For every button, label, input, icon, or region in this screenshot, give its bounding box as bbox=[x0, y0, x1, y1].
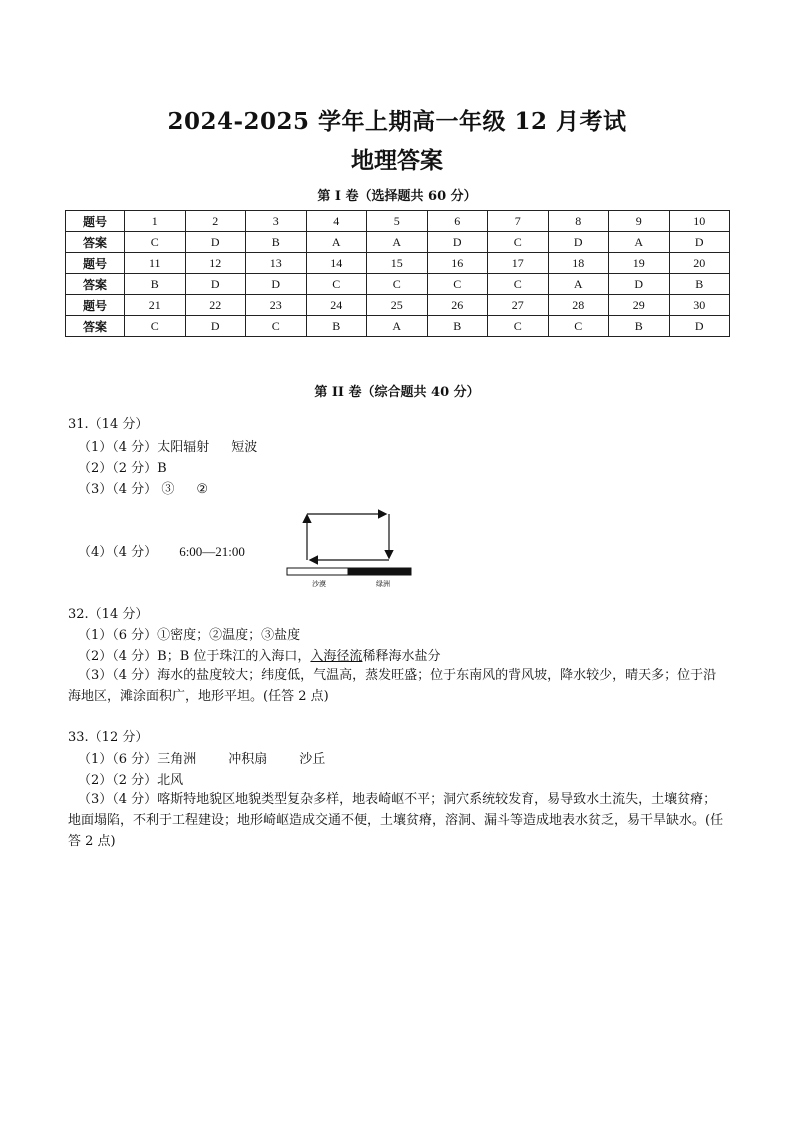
q32-sub2-tail: 稀释海水盐分 bbox=[362, 649, 441, 664]
question-number-cell: 19 bbox=[609, 253, 670, 274]
q33-sub1-label: （1）（6 分） bbox=[78, 752, 158, 767]
question-number-cell: 13 bbox=[246, 253, 307, 274]
question-number-cell: 4 bbox=[306, 211, 367, 232]
answer-cell: B bbox=[125, 274, 186, 295]
question-number-cell: 3 bbox=[246, 211, 307, 232]
question-number-cell: 22 bbox=[185, 295, 246, 316]
q33-sub1-answer-c: 沙丘 bbox=[299, 752, 326, 767]
question-number-cell: 28 bbox=[548, 295, 609, 316]
question-number-cell: 18 bbox=[548, 253, 609, 274]
q31-title: 31.（14 分） bbox=[68, 417, 149, 432]
question-number-cell: 5 bbox=[367, 211, 428, 232]
answer-cell: C bbox=[306, 274, 367, 295]
question-number-cell: 2 bbox=[185, 211, 246, 232]
answer-cell: D bbox=[246, 274, 307, 295]
q32-sub1: （1）（6 分）①密度；②温度；③盐度 bbox=[78, 628, 301, 643]
answer-cell: C bbox=[125, 316, 186, 337]
question-row-label: 题号 bbox=[66, 253, 125, 274]
question-number-cell: 17 bbox=[488, 253, 549, 274]
question-number-cell: 11 bbox=[125, 253, 186, 274]
question-number-cell: 16 bbox=[427, 253, 488, 274]
answer-cell: D bbox=[669, 316, 730, 337]
question-number-cell: 1 bbox=[125, 211, 186, 232]
question-number-cell: 8 bbox=[548, 211, 609, 232]
q33-title: 33.（12 分） bbox=[68, 730, 149, 745]
answer-row-label: 答案 bbox=[66, 316, 125, 337]
q32-sub2 bbox=[78, 645, 440, 664]
part2-heading: 第 II 卷（综合题共 40 分） bbox=[314, 385, 480, 400]
answer-cell: A bbox=[367, 316, 428, 337]
answer-cell: B bbox=[427, 316, 488, 337]
question-number-cell: 9 bbox=[609, 211, 670, 232]
question-number-cell: 29 bbox=[609, 295, 670, 316]
answer-cell: C bbox=[488, 274, 549, 295]
q31-sub4-label: （4）（4 分） bbox=[78, 545, 158, 560]
answer-row bbox=[66, 232, 730, 253]
answer-cell: D bbox=[185, 316, 246, 337]
answer-cell: B bbox=[609, 316, 670, 337]
q33-sub2: （2）（2 分）北风 bbox=[78, 773, 184, 788]
answer-cell: C bbox=[548, 316, 609, 337]
q33-sub1-answer-b: 冲积扇 bbox=[228, 752, 268, 767]
question-number-cell: 24 bbox=[306, 295, 367, 316]
answer-cell: D bbox=[609, 274, 670, 295]
exam-title: 2024-2025 学年上期高一年级 12 月考试 bbox=[167, 108, 627, 135]
q31-sub1-answer-b: 短波 bbox=[231, 440, 258, 455]
q31-sub3 bbox=[78, 478, 208, 497]
q32-sub3: （3）（4 分）海水的盐度较大；纬度低，气温高，蒸发旺盛；位于东南风的背风坡，降水较少，晴天多；位于沿海地区，滩涂面积广，地形平坦。(任答 2 点) bbox=[68, 668, 717, 704]
q31-sub3-label: （3）（4 分） bbox=[78, 482, 158, 497]
answer-row bbox=[66, 316, 730, 337]
question-number-cell: 25 bbox=[367, 295, 428, 316]
question-number-cell: 30 bbox=[669, 295, 730, 316]
answer-table bbox=[65, 210, 730, 337]
question-number-cell: 20 bbox=[669, 253, 730, 274]
q31-sub3-answer-a: ③ bbox=[161, 482, 175, 497]
q31-sub4 bbox=[78, 541, 245, 560]
q32-sub2-text: （2）（4 分）B；B 位于珠江的入海口， bbox=[78, 649, 311, 664]
answer-cell: A bbox=[609, 232, 670, 253]
answer-row bbox=[66, 274, 730, 295]
answer-cell: C bbox=[246, 316, 307, 337]
answer-cell: C bbox=[488, 316, 549, 337]
q31-sub4-time: 6:00—21:00 bbox=[179, 544, 245, 559]
part1-heading: 第 I 卷（选择题共 60 分） bbox=[317, 189, 477, 204]
oasis-bar bbox=[348, 568, 411, 575]
question-number-cell: 27 bbox=[488, 295, 549, 316]
q33-sub1-answer-a: 三角洲 bbox=[157, 752, 197, 767]
answer-cell: D bbox=[185, 232, 246, 253]
question-row bbox=[66, 253, 730, 274]
q32-title: 32.（14 分） bbox=[68, 607, 149, 622]
answer-cell: A bbox=[367, 232, 428, 253]
question-number-cell: 6 bbox=[427, 211, 488, 232]
answer-row-label: 答案 bbox=[66, 232, 125, 253]
answer-cell: D bbox=[548, 232, 609, 253]
question-number-cell: 21 bbox=[125, 295, 186, 316]
question-number-cell: 7 bbox=[488, 211, 549, 232]
answer-cell: C bbox=[125, 232, 186, 253]
answer-cell: B bbox=[306, 316, 367, 337]
oasis-label: 绿洲 bbox=[376, 580, 390, 588]
desert-label: 沙漠 bbox=[312, 580, 326, 588]
q31-sub3-answer-b: ② bbox=[196, 482, 208, 497]
answer-cell: D bbox=[427, 232, 488, 253]
question-number-cell: 15 bbox=[367, 253, 428, 274]
q31-sub2: （2）（2 分）B bbox=[78, 461, 167, 476]
question-number-cell: 10 bbox=[669, 211, 730, 232]
exam-subtitle: 地理答案 bbox=[351, 147, 443, 174]
answer-cell: C bbox=[488, 232, 549, 253]
circulation-diagram bbox=[285, 508, 420, 588]
question-row-label: 题号 bbox=[66, 295, 125, 316]
answer-cell: A bbox=[548, 274, 609, 295]
question-row bbox=[66, 211, 730, 232]
question-number-cell: 26 bbox=[427, 295, 488, 316]
q33-sub3: （3）（4 分）喀斯特地貌区地貌类型复杂多样，地表崎岖不平；洞穴系统较发育，易导致水土流失，土壤贫瘠；地面塌陷，不利于工程建设；地形崎岖造成交通不便，土壤贫瘠，溶洞、漏斗等造成地表水贫乏，易干旱缺水。(任答 2 点) bbox=[68, 792, 724, 849]
answer-cell: B bbox=[246, 232, 307, 253]
answer-cell: C bbox=[367, 274, 428, 295]
desert-bar bbox=[287, 568, 348, 575]
question-number-cell: 14 bbox=[306, 253, 367, 274]
q31-sub1-answer-a: 太阳辐射 bbox=[157, 440, 210, 455]
answer-row-label: 答案 bbox=[66, 274, 125, 295]
answer-cell: A bbox=[306, 232, 367, 253]
question-row-label: 题号 bbox=[66, 211, 125, 232]
question-number-cell: 12 bbox=[185, 253, 246, 274]
q32-sub2-underlined: 入海径流 bbox=[310, 649, 363, 664]
answer-cell: D bbox=[669, 232, 730, 253]
question-number-cell: 23 bbox=[246, 295, 307, 316]
q33-sub1 bbox=[78, 748, 325, 767]
answer-cell: C bbox=[427, 274, 488, 295]
q31-sub1 bbox=[78, 436, 257, 455]
answer-cell: D bbox=[185, 274, 246, 295]
answer-cell: B bbox=[669, 274, 730, 295]
q31-sub1-label: （1）（4 分） bbox=[78, 440, 158, 455]
question-row bbox=[66, 295, 730, 316]
